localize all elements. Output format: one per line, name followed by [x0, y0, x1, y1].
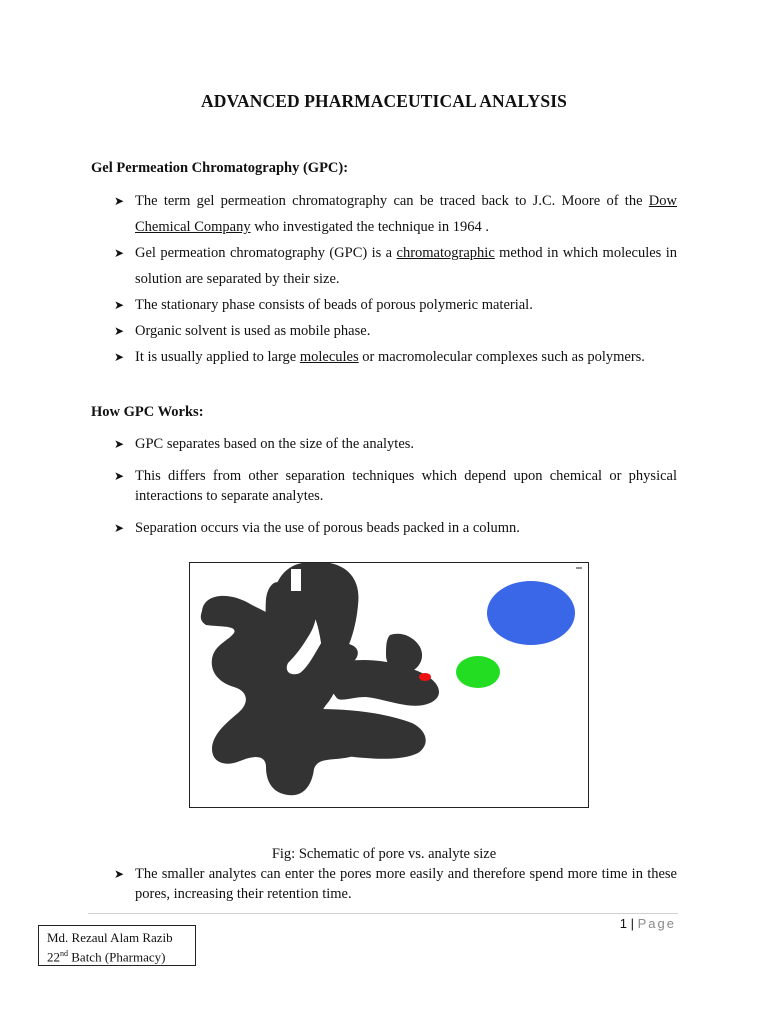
- pore-schematic-svg: [190, 563, 588, 807]
- author-box: [38, 925, 196, 966]
- page-number: 1 | Page: [619, 916, 676, 931]
- arrow-bullet-icon: ➤: [114, 194, 125, 208]
- arrow-bullet-icon: ➤: [114, 298, 125, 312]
- footer-divider: [88, 913, 678, 914]
- author-batch: 22nd Batch (Pharmacy): [47, 949, 166, 965]
- document-title: ADVANCED PHARMACEUTICAL ANALYSIS: [201, 91, 567, 111]
- large-analyte-circle: [487, 581, 575, 645]
- list-item: ➤ The stationary phase consists of beads of porous polymeric material.: [114, 292, 677, 318]
- author-name: Md. Rezaul Alam Razib: [47, 930, 173, 945]
- list-item: ➤ Gel permeation chromatography (GPC) is a chromatographic method in which molecules in solution are separated by their size.: [114, 240, 677, 292]
- list-item: ➤ This differs from other separation techniques which depend upon chemical or physical interactions to separate analytes.: [114, 468, 677, 504]
- arrow-bullet-icon: ➤: [114, 437, 125, 451]
- arrow-bullet-icon: ➤: [114, 350, 125, 364]
- dow-chemical-link[interactable]: Dow Chemical Company: [135, 193, 677, 235]
- arrow-bullet-icon: ➤: [114, 324, 125, 338]
- list-item: ➤ Organic solvent is used as mobile phase.: [114, 318, 677, 344]
- arrow-bullet-icon: ➤: [114, 521, 125, 535]
- section-heading-gpc: Gel Permeation Chromatography (GPC):: [91, 160, 349, 176]
- small-analyte-dot: [419, 673, 431, 681]
- porous-bead-shape: [201, 563, 439, 795]
- gpc-bullet-list: [114, 188, 677, 370]
- chromatographic-link[interactable]: chromatographic: [396, 245, 495, 261]
- pore-analyte-figure: [189, 562, 589, 808]
- arrow-bullet-icon: ➤: [114, 246, 125, 260]
- how-gpc-bullet-list: [114, 434, 677, 550]
- arrow-bullet-icon: ➤: [114, 867, 125, 881]
- arrow-bullet-icon: ➤: [114, 469, 125, 483]
- list-item: ➤ The term gel permeation chromatography can be traced back to J.C. Moore of the Dow Chemical Company who investigated the technique in 1964 .: [114, 188, 677, 240]
- medium-analyte-circle: [456, 656, 500, 688]
- section-heading-how-gpc-works: How GPC Works:: [91, 404, 204, 420]
- molecules-link[interactable]: molecules: [299, 349, 359, 365]
- retention-bullet-list: [114, 864, 677, 916]
- figure-caption: Fig: Schematic of pore vs. analyte size: [271, 846, 497, 862]
- list-item: ➤ It is usually applied to large molecules or macromolecular complexes such as polymers.: [114, 344, 677, 370]
- list-item: ➤ The smaller analytes can enter the pores more easily and therefore spend more time in these pores, increasing their retention time.: [114, 866, 677, 902]
- list-item: ➤ Separation occurs via the use of porous beads packed in a column.: [114, 520, 520, 536]
- list-item: ➤ GPC separates based on the size of the analytes.: [114, 436, 415, 452]
